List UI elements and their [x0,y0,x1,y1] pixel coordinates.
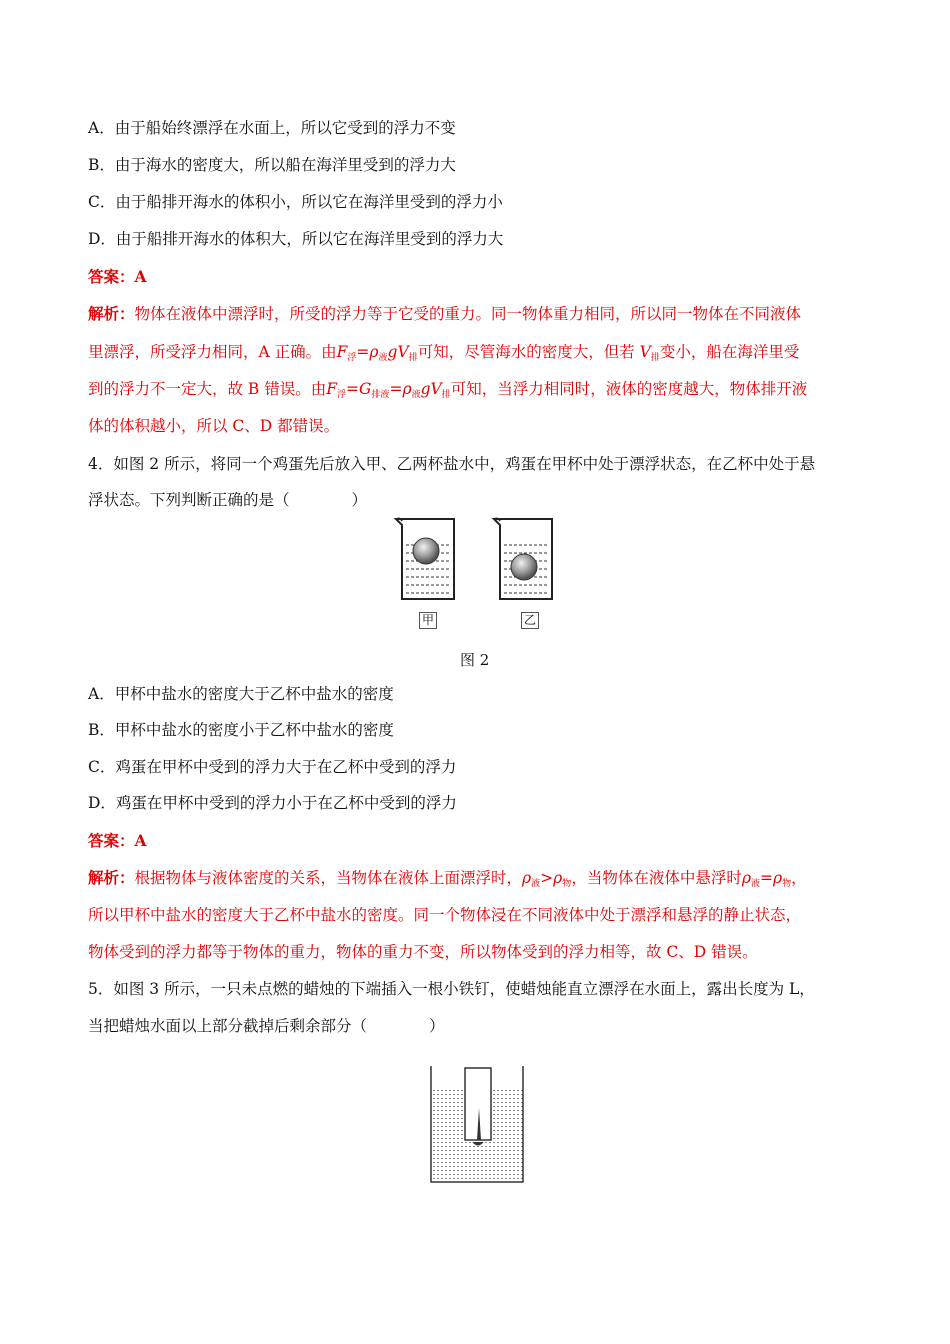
formula-subscript: 液 [378,353,388,363]
q4-analysis-line-1 [88,868,807,894]
formula-subscript: 液 [531,879,541,889]
formula-symbol: ρ [522,869,532,887]
q4-analysis-line-3: 物体受到的浮力都等于物体的重力，物体的重力不变，所以物体受到的浮力相等，故 C、D 错误。 [88,943,758,961]
answer-label: 答案： [88,267,135,286]
analysis-text: 根据物体与液体密度的关系，当物体在液体上面漂浮时， [134,869,523,887]
formula-subscript: 物 [782,879,792,889]
q4-answer [88,831,147,851]
q4-option-b: B．甲杯中盐水的密度小于乙杯中盐水的密度 [88,721,394,739]
formula-symbol: ρ [402,380,412,398]
formula-symbol: = [389,380,403,398]
formula-subscript: 排 [408,353,418,363]
figure-2-label-yi: 乙 [521,612,539,629]
q3-answer [88,267,147,287]
q3-option-a: A．由于船始终漂浮在水面上，所以它受到的浮力不变 [88,119,456,137]
figure-2-caption: 图 2 [460,651,490,669]
formula-subscript: 物 [562,879,572,889]
analysis-text: 可知，当浮力相同时，液体的密度越大，物体排开液 [450,380,808,398]
q4-stem-line-2: 浮状态。下列判断正确的是（ ） [88,491,368,509]
formula-subscript: 排液 [371,390,390,400]
analysis-text: 里漂浮，所受浮力相同，A 正确。由 [88,343,337,361]
analysis-text: 到的浮力不一定大，故 B 错误。由 [88,380,327,398]
analysis-text: 物体在液体中漂浮时，所受的浮力等于它受的重力。同一物体重力相同，所以同一物体在不同液体 [134,305,802,323]
answer-label: 答案： [88,831,135,850]
formula-subscript: 液 [750,879,760,889]
formula-symbol: ρ [741,869,751,887]
q3-analysis-line-2 [88,342,799,368]
formula-symbol: V [397,343,409,361]
formula-symbol: F [336,343,348,361]
q3-option-c: C．由于船排开海水的体积小，所以它在海洋里受到的浮力小 [88,193,503,211]
analysis-text: 变小，船在海洋里受 [659,343,800,361]
formula-subscript: 浮 [347,353,357,363]
figure-2-beaker-jia [392,515,464,605]
figure-2-beaker-yi [490,515,562,605]
formula-symbol: = [356,343,370,361]
formula-subscript: 浮 [337,390,347,400]
formula-symbol: g [420,380,431,398]
analysis-text: ，当物体在液体中悬浮时 [571,869,742,887]
formula-symbol: F [326,380,338,398]
answer-value: A [134,831,147,850]
q3-analysis-line-4: 体的体积越小，所以 C、D 都错误。 [88,417,340,435]
formula-symbol: = [346,380,360,398]
q4-option-a: A．甲杯中盐水的密度大于乙杯中盐水的密度 [88,685,394,703]
formula-symbol: V [639,343,651,361]
formula-symbol: ρ [369,343,379,361]
q3-analysis-line-1 [88,304,801,324]
formula-subscript: 液 [411,390,421,400]
formula-symbol: g [387,343,398,361]
q5-stem-line-1: 5．如图 3 所示，一只未点燃的蜡烛的下端插入一根小铁钉，使蜡烛能直立漂浮在水面上，露出长度为 L， [88,980,815,998]
figure-2-label-jia: 甲 [419,612,437,629]
analysis-text: ， [791,869,807,887]
formula-symbol: ρ [553,869,563,887]
formula-symbol: = [759,869,773,887]
q4-option-c: C．鸡蛋在甲杯中受到的浮力大于在乙杯中受到的浮力 [88,758,457,776]
figure-3-candle-in-water [425,1062,529,1186]
formula-subscript: 排 [441,390,451,400]
q4-analysis-line-2: 所以甲杯中盐水的密度大于乙杯中盐水的密度。同一个物体浸在不同液体中处于漂浮和悬浮的静止状态， [88,906,802,924]
q5-stem-line-2: 当把蜡烛水面以上部分截掉后剩余部分（ ） [88,1017,445,1035]
analysis-text: 可知，尽管海水的密度大，但若 [417,343,635,361]
formula-symbol: > [540,869,554,887]
q4-option-d: D．鸡蛋在甲杯中受到的浮力小于在乙杯中受到的浮力 [88,794,457,812]
answer-value: A [134,267,147,286]
q3-analysis-line-3 [88,379,807,405]
q3-option-b: B．由于海水的密度大，所以船在海洋里受到的浮力大 [88,156,456,174]
analysis-label: 解析： [88,868,135,887]
formula-symbol: G [359,380,372,398]
q4-stem-line-1: 4．如图 2 所示，将同一个鸡蛋先后放入甲、乙两杯盐水中，鸡蛋在甲杯中处于漂浮状态，在乙杯中处于悬 [88,455,816,473]
q3-option-d: D．由于船排开海水的体积大，所以它在海洋里受到的浮力大 [88,230,504,248]
formula-subscript: 排 [650,353,660,363]
formula-symbol: ρ [772,869,783,887]
formula-symbol: V [430,380,442,398]
analysis-label: 解析： [88,304,135,323]
